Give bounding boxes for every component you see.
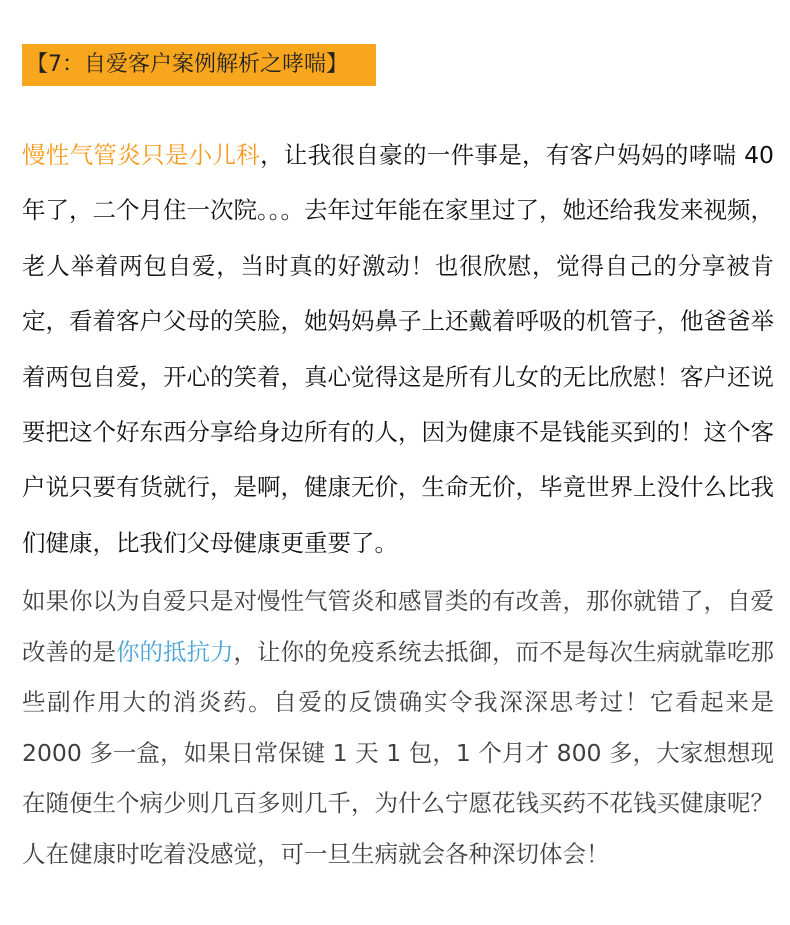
highlighted-phrase-immunity: 你的抵抗力 xyxy=(116,637,234,666)
paragraph-text: ，让我很自豪的一件事是，有客户妈妈的哮喘 40 年了，二个月住一次院。。。去年过年能在家里过了，她还给我发来视频，老人举着两包自爱，当时真的好激动！也很欣慰，觉得自己的分享被肯定，看着客户父母的笑脸，她妈妈鼻子上还戴着呼吸的机管子，他爸爸举着两包自爱，开心的笑着，真心觉得这是所有儿女的无比欣慰！客户还说要把这个好东西分享给身边所有的人，因为健康不是钱能买到的！这个客户说只要有货就行，是啊，健康无价，生命无价，毕竟世界上没什么比我们健康，比我们父母健康更重要了。 xyxy=(22,141,775,557)
highlighted-phrase: 慢性气管炎只是小儿科 xyxy=(22,141,261,169)
paragraph-text-after: ，让你的免疫系统去抵御，而不是每次生病就靠吃那些副作用大的消炎药。自爱的反馈确实令我深深思考过！它看起来是 2000 多一盒，如果日常保键 1 天 1 包，1 个月才 800 多，大家想想现在随便生个病少则几百多则几千，为什么宁愿花钱买药不花钱买健康呢？人在健康时吃着没感觉，可一旦生病就会各种深切体会！ xyxy=(22,637,774,868)
section-heading: 【7：自爱客户案例解析之哮喘】 xyxy=(22,44,376,86)
story-paragraph xyxy=(22,128,774,571)
explanation-paragraph xyxy=(22,576,774,879)
paragraph-text-before: 如果你以为自爱只是对慢性气管炎和感冒类的有改善，那你就错了，自爱改善的是 xyxy=(22,587,774,666)
